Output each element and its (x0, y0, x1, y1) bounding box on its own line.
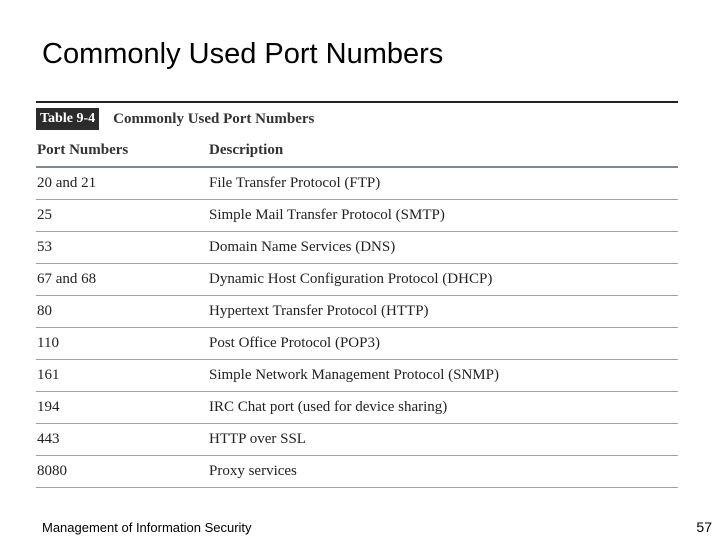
table-label: Table 9-4 (36, 108, 99, 130)
table-row (36, 328, 678, 360)
table-row (36, 424, 678, 456)
footer-text: Management of Information Security (42, 520, 252, 535)
description-cell: Domain Name Services (DNS) (209, 239, 396, 255)
description-cell: Proxy services (209, 463, 297, 479)
description-cell: Dynamic Host Configuration Protocol (DHCP) (209, 271, 493, 287)
port-cell: 67 and 68 (37, 271, 97, 287)
table-row (36, 296, 678, 328)
column-header-port: Port Numbers (37, 142, 129, 158)
port-cell: 8080 (37, 463, 67, 479)
description-cell: Hypertext Transfer Protocol (HTTP) (209, 303, 429, 319)
table-row (36, 456, 678, 488)
table-row (36, 168, 678, 200)
port-cell: 53 (37, 239, 52, 255)
description-cell: File Transfer Protocol (FTP) (209, 175, 381, 191)
table-row (36, 392, 678, 424)
port-cell: 161 (37, 367, 60, 383)
column-header-description: Description (209, 142, 284, 158)
table-header-row (36, 135, 678, 168)
port-cell: 194 (37, 399, 60, 415)
description-cell: Simple Mail Transfer Protocol (SMTP) (209, 207, 445, 223)
description-cell: HTTP over SSL (209, 431, 306, 447)
description-cell: Simple Network Management Protocol (SNMP) (209, 367, 499, 383)
port-numbers-table (36, 101, 678, 488)
port-cell: 443 (37, 431, 60, 447)
description-cell: Post Office Protocol (POP3) (209, 335, 380, 351)
port-cell: 110 (37, 335, 59, 351)
table-caption: Commonly Used Port Numbers (113, 110, 315, 127)
table-row (36, 232, 678, 264)
port-cell: 25 (37, 207, 52, 223)
slide-title: Commonly Used Port Numbers (42, 38, 444, 70)
table-row (36, 360, 678, 392)
table-caption-row (36, 103, 678, 135)
table-row (36, 264, 678, 296)
description-cell: IRC Chat port (used for device sharing) (209, 399, 448, 415)
port-cell: 80 (37, 303, 52, 319)
port-cell: 20 and 21 (37, 175, 97, 191)
page-number: 57 (696, 519, 712, 535)
table-row (36, 200, 678, 232)
